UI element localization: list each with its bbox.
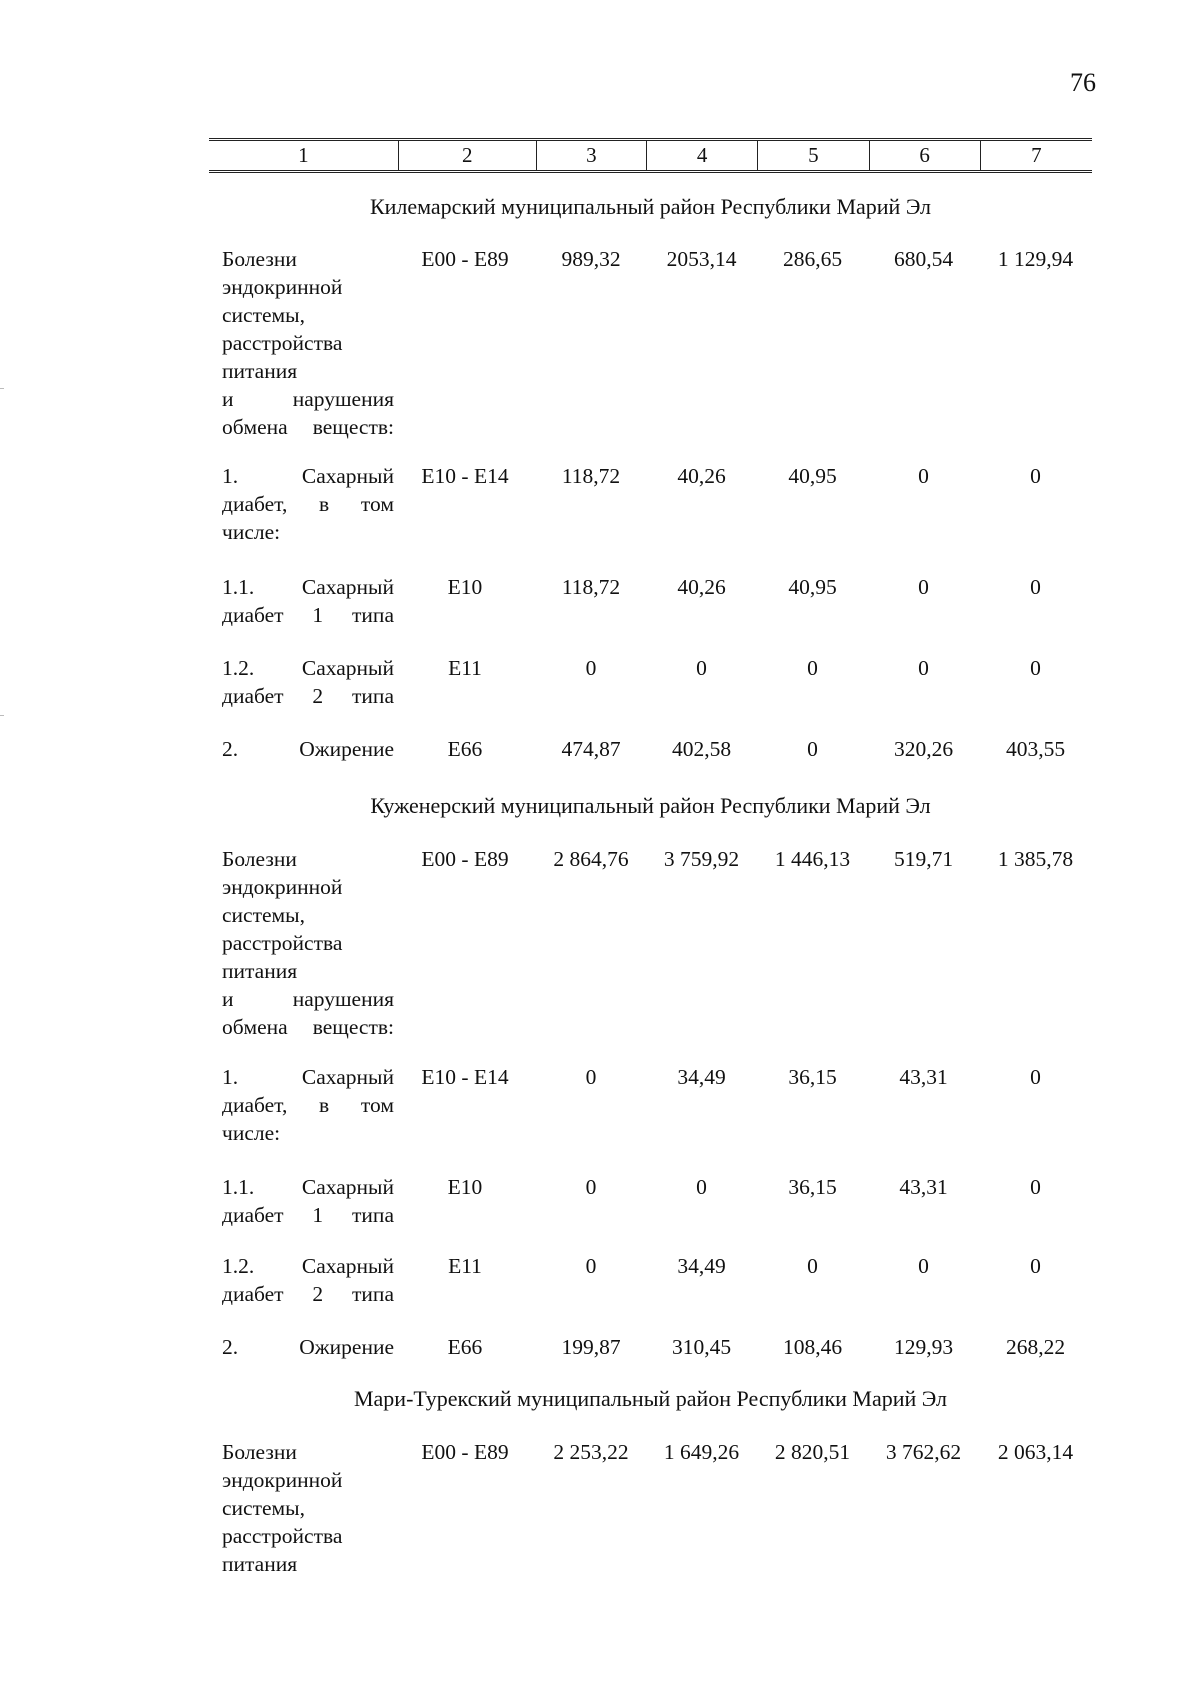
value-col-7: 0 [1030, 575, 1041, 599]
disease-label-line: питания [222, 959, 298, 983]
value-col-3: 2 864,76 [553, 847, 629, 871]
disease-label-line: диабет, в том [222, 1093, 394, 1117]
value-col-6: 519,71 [893, 847, 954, 871]
disease-label [222, 1252, 394, 1308]
value-col-7: 1 385,78 [997, 847, 1074, 871]
column-header-2: 2 [399, 141, 537, 170]
value-col-7: 0 [1030, 1254, 1041, 1278]
disease-label-line: 1.2. Сахарный [222, 1254, 394, 1278]
disease-label-line: обмена веществ: [222, 415, 394, 439]
value-col-7: 0 [1030, 464, 1041, 488]
value-col-7: 0 [1030, 1065, 1041, 1089]
disease-label [222, 462, 394, 546]
disease-label-line: диабет 1 типа [222, 603, 394, 627]
value-col-7: 403,55 [1005, 737, 1066, 761]
disease-label [222, 1438, 394, 1578]
value-col-4: 402,58 [671, 737, 732, 761]
scan-margin-mark [0, 388, 4, 389]
table-row [209, 1438, 1092, 1578]
column-header-3: 3 [537, 141, 647, 170]
table-row [209, 462, 1092, 546]
icd-code: E00 - E89 [421, 847, 509, 871]
value-col-4: 34,49 [677, 1254, 726, 1278]
page-number: 76 [1070, 68, 1096, 97]
value-col-4: 310,45 [671, 1335, 732, 1359]
value-col-4: 40,26 [677, 464, 726, 488]
disease-label [222, 735, 394, 763]
value-col-5: 0 [807, 656, 818, 680]
value-col-5: 2 820,51 [774, 1440, 851, 1464]
icd-code: E11 [448, 1254, 482, 1278]
district-title: Мари-Турекский муниципальный район Республики Марий Эл [353, 1386, 948, 1411]
disease-label-line: Болезни [222, 247, 297, 271]
disease-label-line: питания [222, 1552, 298, 1576]
table-row [209, 654, 1092, 710]
disease-label [222, 1173, 394, 1229]
district-section [209, 193, 1092, 761]
value-col-3: 0 [585, 656, 597, 680]
disease-label-line: Болезни [222, 847, 297, 871]
value-col-4: 40,26 [677, 575, 726, 599]
disease-label-line: 1.2. Сахарный [222, 656, 394, 680]
disease-label [222, 1333, 394, 1361]
disease-label-line: числе: [222, 1121, 281, 1145]
table-row [209, 1333, 1092, 1361]
value-col-3: 118,72 [561, 575, 621, 599]
disease-label-line: обмена веществ: [222, 1015, 394, 1039]
value-col-6: 43,31 [899, 1175, 948, 1199]
value-col-3: 118,72 [561, 464, 621, 488]
disease-label-line: 1.1. Сахарный [222, 575, 394, 599]
disease-label-line: расстройства [222, 331, 343, 355]
disease-label-line: эндокринной [222, 275, 343, 299]
value-col-3: 0 [585, 1175, 597, 1199]
value-col-3: 2 253,22 [553, 1440, 629, 1464]
value-col-6: 0 [918, 575, 929, 599]
icd-code: E10 - E14 [421, 464, 509, 488]
column-header-7: 7 [1031, 143, 1042, 167]
icd-code: E10 [447, 575, 483, 599]
icd-code: E00 - E89 [421, 247, 509, 271]
column-header-6: 6 [870, 141, 981, 170]
district-title: Килемарский муниципальный район Республики Марий Эл [369, 194, 932, 219]
disease-label-line: 1.1. Сахарный [222, 1175, 394, 1199]
icd-code: E10 [447, 1175, 483, 1199]
disease-label-line: эндокринной [222, 875, 343, 899]
disease-label-line: диабет 2 типа [222, 1282, 394, 1306]
value-col-6: 0 [918, 464, 929, 488]
value-col-5: 0 [807, 1254, 818, 1278]
scan-margin-mark [0, 715, 4, 716]
icd-code: E66 [447, 1335, 483, 1359]
table-row [209, 1173, 1092, 1229]
value-col-3: 989,32 [561, 247, 621, 271]
value-col-5: 36,15 [788, 1175, 837, 1199]
value-col-4: 3 759,92 [663, 847, 740, 871]
disease-label-line: системы, [222, 903, 305, 927]
table-row [209, 1063, 1092, 1147]
value-col-3: 0 [585, 1065, 597, 1089]
value-col-7: 1 129,94 [997, 247, 1074, 271]
value-col-6: 129,93 [893, 1335, 954, 1359]
disease-label-line: и нарушения [222, 987, 394, 1011]
icd-code: E66 [447, 737, 483, 761]
column-header-1: 1 [209, 141, 399, 170]
disease-label-line: системы, [222, 303, 305, 327]
value-col-6: 0 [918, 656, 929, 680]
disease-label [222, 245, 394, 441]
value-col-5: 40,95 [788, 464, 837, 488]
disease-label-line: питания [222, 359, 298, 383]
table-row [209, 1252, 1092, 1308]
icd-code: E11 [448, 656, 482, 680]
value-col-7: 2 063,14 [997, 1440, 1074, 1464]
disease-label-line: 2. Ожирение [222, 737, 394, 761]
value-col-3: 199,87 [561, 1335, 621, 1359]
disease-label-line: числе: [222, 520, 281, 544]
disease-label-line: диабет 1 типа [222, 1203, 394, 1227]
table-row [209, 573, 1092, 629]
value-col-6: 43,31 [899, 1065, 948, 1089]
value-col-6: 0 [918, 1254, 929, 1278]
disease-label-line: диабет 2 типа [222, 684, 394, 708]
disease-label [222, 573, 394, 629]
table-row [209, 245, 1092, 441]
icd-code: E10 - E14 [421, 1065, 509, 1089]
disease-label-line: и нарушения [222, 387, 394, 411]
value-col-5: 40,95 [788, 575, 837, 599]
disease-label-line: расстройства [222, 931, 343, 955]
value-col-7: 0 [1030, 656, 1041, 680]
table-row [209, 735, 1092, 763]
disease-label-line: эндокринной [222, 1468, 343, 1492]
value-col-6: 680,54 [893, 247, 954, 271]
disease-label-line: Болезни [222, 1440, 297, 1464]
disease-label-line: диабет, в том [222, 492, 394, 516]
value-col-7: 0 [1030, 1175, 1041, 1199]
column-number-header [209, 138, 1092, 173]
value-col-4: 34,49 [677, 1065, 726, 1089]
value-col-3: 0 [585, 1254, 597, 1278]
value-col-5: 108,46 [782, 1335, 843, 1359]
icd-code: E00 - E89 [421, 1440, 509, 1464]
value-col-6: 3 762,62 [885, 1440, 962, 1464]
value-col-7: 268,22 [1005, 1335, 1066, 1359]
value-col-4: 0 [696, 1175, 707, 1199]
table-row [209, 845, 1092, 1041]
value-col-3: 474,87 [561, 737, 621, 761]
disease-label-line: 1. Сахарный [222, 464, 394, 488]
disease-label-line: расстройства [222, 1524, 343, 1548]
district-section [209, 1385, 1092, 1576]
value-col-5: 36,15 [788, 1065, 837, 1089]
value-col-5: 1 446,13 [774, 847, 851, 871]
value-col-4: 2053,14 [666, 247, 737, 271]
disease-label-line: 1. Сахарный [222, 1065, 394, 1089]
disease-label [222, 1063, 394, 1147]
value-col-6: 320,26 [893, 737, 954, 761]
value-col-5: 286,65 [782, 247, 843, 271]
district-section [209, 792, 1092, 1359]
disease-label-line: 2. Ожирение [222, 1335, 394, 1359]
disease-label [222, 845, 394, 1041]
column-header-4: 4 [647, 141, 758, 170]
disease-label-line: системы, [222, 1496, 305, 1520]
disease-label [222, 654, 394, 710]
value-col-5: 0 [807, 737, 818, 761]
district-title: Куженерский муниципальный район Республики Марий Эл [370, 793, 931, 818]
value-col-4: 0 [696, 656, 707, 680]
column-header-5: 5 [758, 141, 869, 170]
value-col-4: 1 649,26 [663, 1440, 740, 1464]
